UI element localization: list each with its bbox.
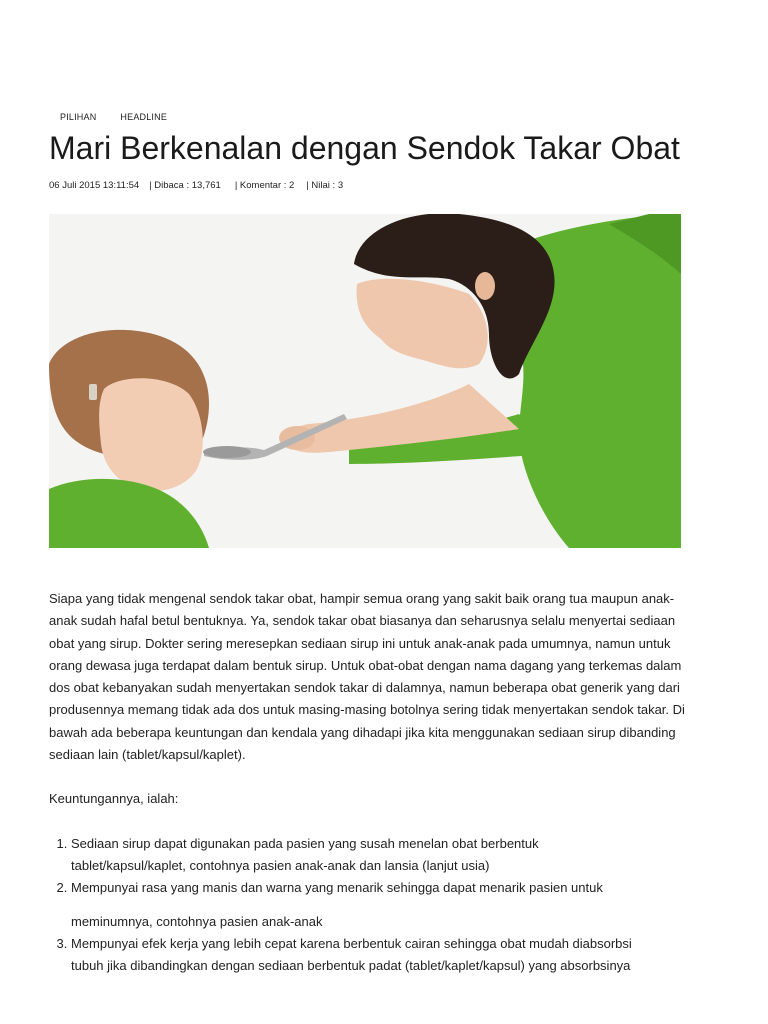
article-paragraph: Siapa yang tidak mengenal sendok takar obat, hampir semua orang yang sakit baik orang tua maupun anak-anak sudah hafal betul bentuknya. Ya, sendok takar obat biasanya dan seharusnya selalu menyertai sediaan obat yang sirup. Dokter sering meresepkan sediaan sirup ini untuk anak-anak pada umumnya, namun untuk orang dewasa juga terdapat dalam bentuk sirup. Untuk obat-obat dengan nama dagang yang terkemas dalam dos obat kebanyakan sudah menyertakan sendok takar di dalamnya, namun beberapa obat generik yang dari produsennya memang tidak ada dos untuk masing-masing botolnya sering tidak menyertakan sendok takar. Di bawah ada beberapa keuntungan dan kendala yang dihadapi jika kita menggunakan sediaan sirup dibanding sediaan lain (tablet/kapsul/kaplet). [49, 591, 685, 763]
advantages-list [49, 833, 689, 978]
hero-illustration [49, 214, 681, 548]
tag-pilihan[interactable]: PILIHAN [60, 112, 97, 122]
list-item [71, 833, 689, 878]
page-bottom-mask [0, 986, 768, 1024]
meta-views: | Dibaca : 13,761 [149, 180, 221, 191]
article-body [49, 588, 689, 977]
meta-date: 06 Juli 2015 13:11:54 [49, 180, 140, 191]
meta-rating: | Nilai : 3 [306, 180, 344, 191]
article-hero-image [49, 214, 681, 548]
advantages-heading: Keuntungannya, ialah: [49, 791, 179, 807]
list-item-line: meminumnya, contohnya pasien anak-anak [71, 913, 323, 929]
tag-list [60, 112, 167, 122]
list-item-line: Sediaan sirup dapat digunakan pada pasien yang susah menelan obat berbentuk [71, 835, 539, 851]
list-item-line: Mempunyai efek kerja yang lebih cepat karena berbentuk cairan sehingga obat mudah diabsorbsi [71, 935, 632, 951]
article-title: Mari Berkenalan dengan Sendok Takar Obat [49, 130, 680, 166]
list-item-line: Mempunyai rasa yang manis dan warna yang menarik sehingga dapat menarik pasien untuk [71, 880, 603, 896]
list-item [71, 933, 689, 978]
tag-headline[interactable]: HEADLINE [120, 112, 168, 122]
list-item-line: tubuh jika dibandingkan dengan sediaan berbentuk padat (tablet/kaplet/kapsul) yang absorbsinya [71, 958, 631, 974]
list-item [71, 877, 689, 933]
article-meta [49, 180, 343, 191]
meta-comments: | Komentar : 2 [234, 180, 295, 191]
list-item-line: tablet/kapsul/kaplet, contohnya pasien anak-anak dan lansia (lanjut usia) [71, 857, 490, 873]
